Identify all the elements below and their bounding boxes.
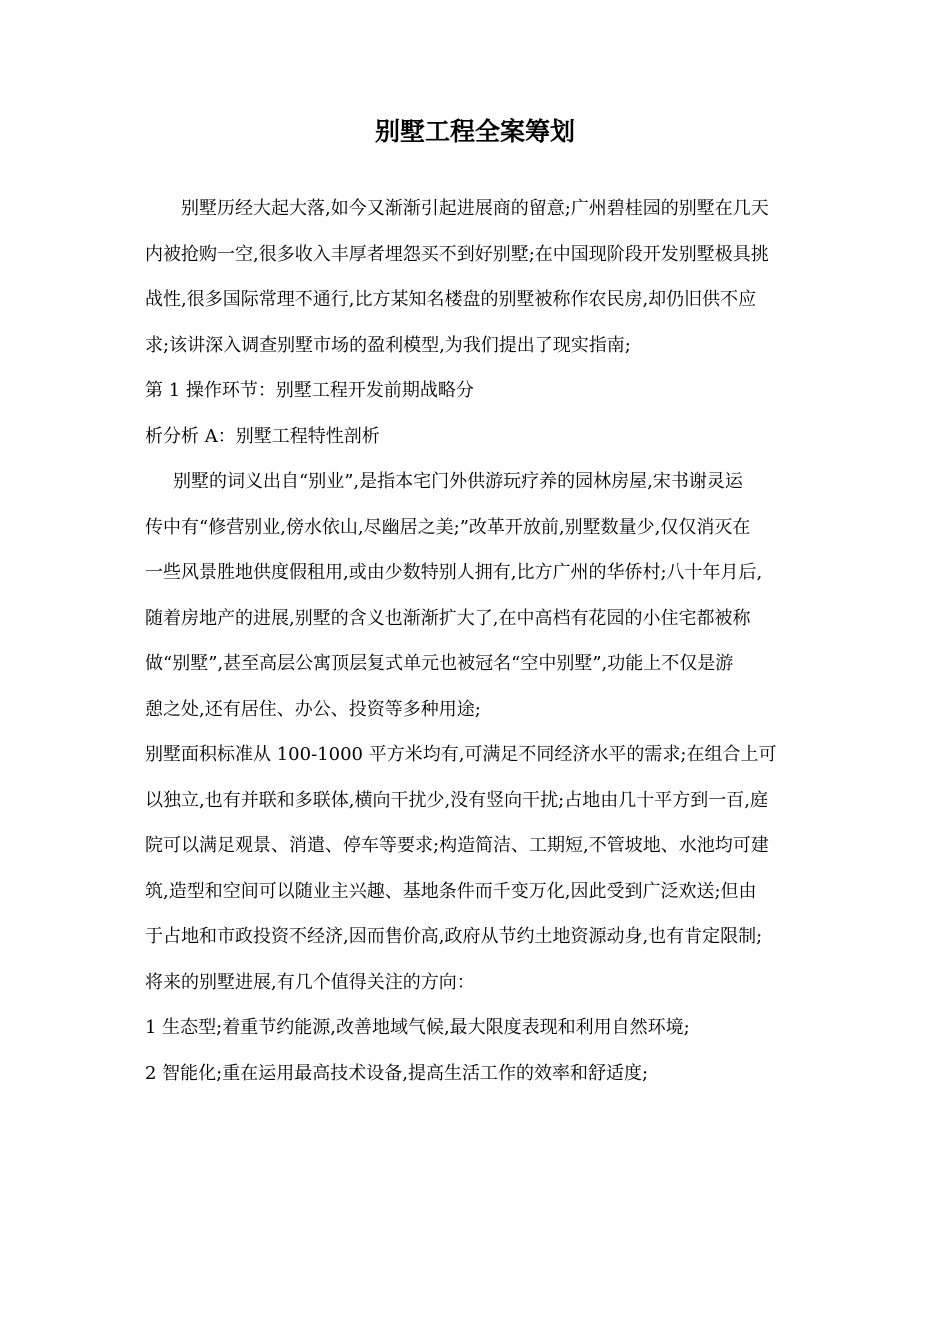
list-item: 1 生态型;着重节约能源,改善地域气候,最大限度表现和利用自然环境; [145, 1017, 690, 1038]
paragraph-line: 求;该讲深入调查别墅市场的盈利模型,为我们提出了现实指南; [145, 334, 631, 356]
paragraph-line: 战性,很多国际常理不通行,比方某知名楼盘的别墅被称作农民房,却仍旧供不应 [145, 289, 757, 310]
section-heading-line: 第 1 操作环节：别墅工程开发前期战略分 [145, 380, 474, 401]
paragraph-line: 筑,造型和空间可以随业主兴趣、基地条件而千变万化,因此受到广泛欢送;但由 [145, 880, 757, 902]
paragraph-line: 内被抢购一空,很多收入丰厚者埋怨买不到好别墅;在中国现阶段开发别墅极具挑 [145, 243, 769, 265]
paragraph-line: 一些风景胜地供度假租用,或由少数特别人拥有,比方广州的华侨村;八十年月后, [145, 562, 763, 583]
document-body [145, 186, 810, 1096]
paragraph-line: 院可以满足观景、消遣、停车等要求;构造简洁、工期短,不管坡地、水池均可建 [145, 835, 769, 856]
document-title: 别墅工程全案筹划 [374, 117, 575, 146]
paragraph-line: 随着房地产的进展,别墅的含义也渐渐扩大了,在中高档有花园的小住宅都被称 [145, 607, 751, 629]
paragraph-line: 传中有“修营别业,傍水依山,尽幽居之美;”改革开放前,别墅数量少,仅仅消灭在 [145, 516, 751, 538]
section-heading-line: 析分析 A：别墅工程特性剖析 [145, 425, 380, 447]
paragraph-line: 将来的别墅进展,有几个值得关注的方向： [145, 971, 475, 993]
paragraph-line: 别墅的词义出自“别业”,是指本宅门外供游玩疗养的园林房屋,宋书谢灵运 [173, 471, 743, 492]
paragraph-line: 憩之处,还有居住、办公、投资等多种用途; [145, 698, 481, 720]
paragraph-line: 做“别墅”,甚至高层公寓顶层复式单元也被冠名“空中别墅”,功能上不仅是游 [145, 653, 734, 674]
list-item: 2 智能化;重在运用最高技术设备,提高生活工作的效率和舒适度; [145, 1062, 649, 1084]
paragraph-line: 于占地和市政投资不经济,因而售价高,政府从节约土地资源动身,也有肯定限制; [145, 926, 763, 947]
paragraph-line: 别墅历经大起大落,如今又渐渐引起进展商的留意;广州碧桂园的别墅在几天 [181, 198, 769, 219]
paragraph-line: 别墅面积标准从 100-1000 平方米均有,可满足不同经济水平的需求;在组合上可 [145, 744, 777, 765]
paragraph-line: 以独立,也有并联和多联体,横向干扰少,没有竖向干扰;占地由几十平方到一百,庭 [145, 789, 768, 811]
